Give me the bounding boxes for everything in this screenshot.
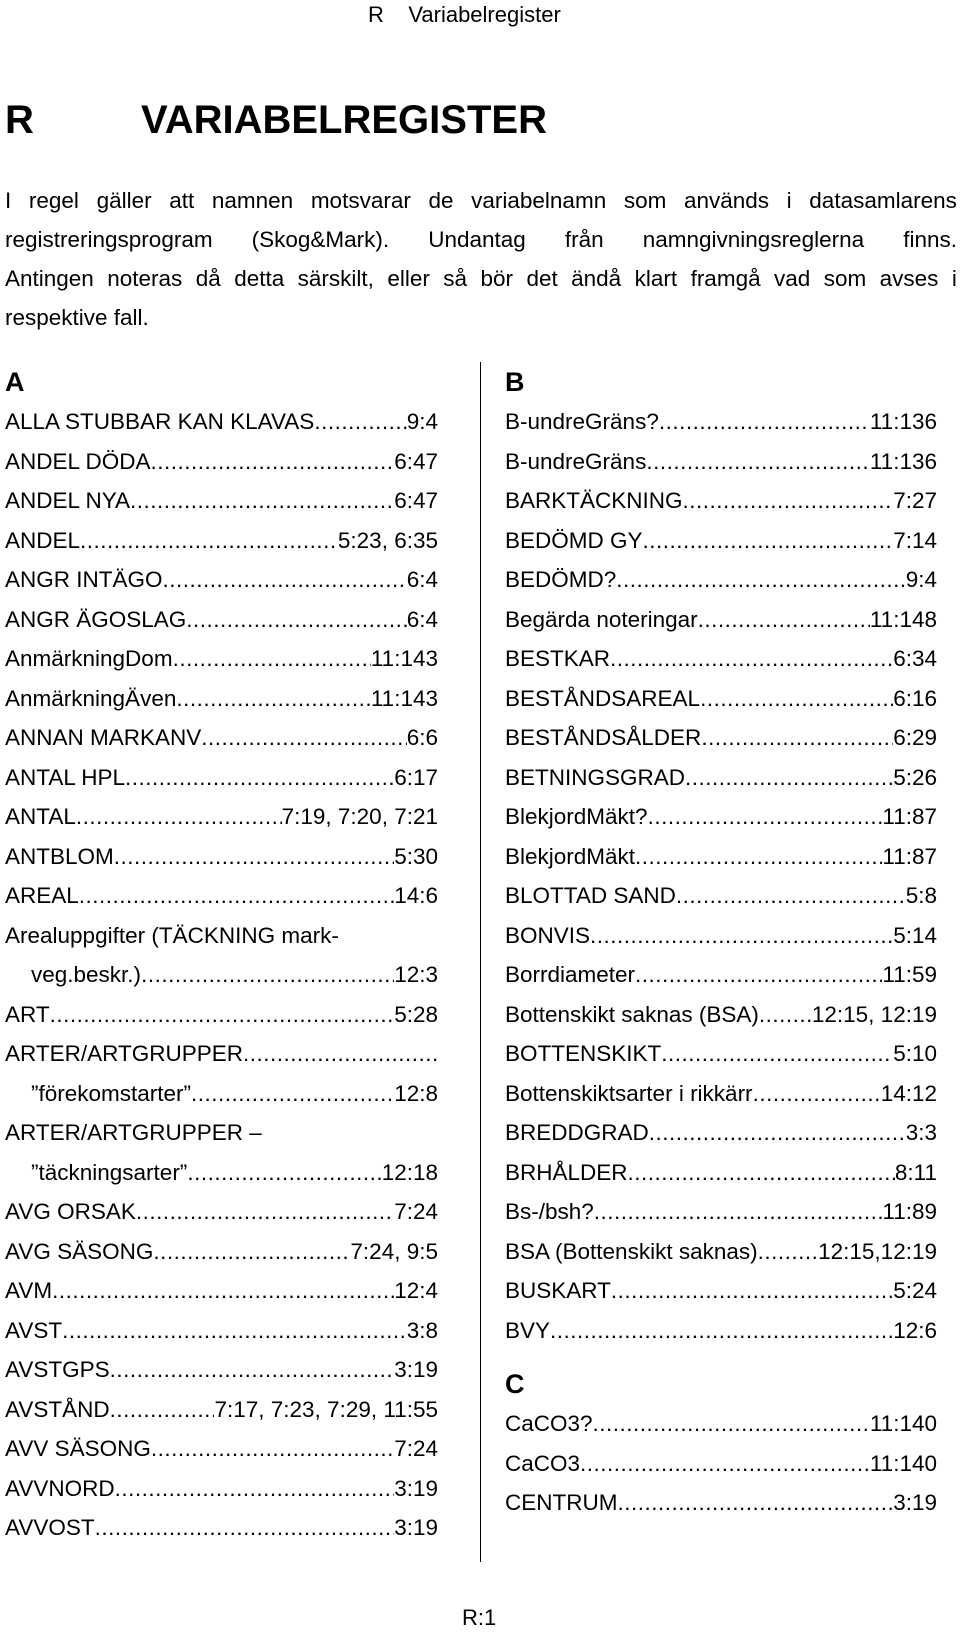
index-entry <box>5 1271 438 1311</box>
index-page-ref: 11:143 <box>370 646 438 671</box>
index-page-ref: 12:15, 12:19 <box>811 1001 937 1027</box>
index-entry <box>5 639 438 679</box>
index-term: ”täckningsarter” <box>31 1159 188 1185</box>
index-page-ref: 11:140 <box>869 1411 937 1436</box>
index-term: ANDEL <box>5 527 81 553</box>
index-term: ANTAL <box>5 804 76 829</box>
intro-word: eller <box>387 266 430 291</box>
dot-leader <box>201 718 406 758</box>
dot-leader <box>611 1271 893 1311</box>
index-term: BlekjordMäkt? <box>505 804 648 829</box>
index-term: ANDEL NYA <box>5 488 131 513</box>
dot-leader <box>661 1034 893 1074</box>
intro-word: särskilt, <box>297 266 374 291</box>
dot-leader <box>550 1311 893 1351</box>
index-term: B-undreGräns <box>505 448 647 474</box>
index-page-ref: 11:136 <box>869 409 937 434</box>
index-page-ref: 5:28 <box>394 1001 438 1027</box>
dot-leader <box>130 481 394 521</box>
index-entry <box>5 1074 438 1114</box>
dot-leader <box>753 1074 881 1114</box>
index-entry <box>505 1232 937 1272</box>
index-page-ref: 6:47 <box>394 448 438 474</box>
dot-leader <box>676 876 906 916</box>
intro-line-2 <box>5 220 957 259</box>
index-term: CaCO3 <box>505 1450 581 1476</box>
intro-line-3 <box>5 259 957 298</box>
index-term: AVSTGPS <box>5 1357 110 1382</box>
intro-word: vad <box>774 266 811 291</box>
index-page-ref: 14:12 <box>880 1080 937 1106</box>
dot-leader <box>141 955 394 995</box>
index-page-ref: 3:19 <box>394 1515 438 1540</box>
index-page-ref: 6:47 <box>394 488 438 513</box>
dot-leader <box>683 481 894 521</box>
index-page-ref: 7:17, 7:23, 7:29, 11:55 <box>214 1396 438 1422</box>
intro-word: Antingen <box>5 266 94 291</box>
index-entry <box>505 995 937 1035</box>
index-entry <box>505 442 937 482</box>
dot-leader <box>659 402 870 442</box>
index-page-ref: 9:4 <box>406 409 438 434</box>
dot-leader <box>243 1034 438 1074</box>
index-term: AVG ORSAK <box>5 1199 136 1224</box>
dot-leader <box>80 521 338 561</box>
index-page-ref: 11:89 <box>882 1199 937 1224</box>
index-term: BVY <box>505 1317 551 1343</box>
index-term: Bottenskikt saknas (BSA) <box>505 1001 759 1027</box>
dot-leader <box>616 560 905 600</box>
index-term: BREDDGRAD <box>505 1120 649 1145</box>
index-column-left <box>5 362 438 1548</box>
index-term: BEDÖMD GY <box>505 527 643 553</box>
index-entry <box>505 837 937 877</box>
dot-leader <box>62 1311 407 1351</box>
intro-word: då <box>195 266 221 291</box>
index-term: CENTRUM <box>505 1490 618 1515</box>
index-page-ref: 5:10 <box>893 1041 937 1066</box>
index-page-ref: 11:140 <box>869 1450 937 1476</box>
index-entry <box>505 1074 937 1114</box>
index-entry <box>505 758 937 798</box>
index-term: BlekjordMäkt <box>505 843 636 869</box>
index-term: ANTBLOM <box>5 843 114 869</box>
index-term: AREAL <box>5 883 79 908</box>
intro-word: så <box>443 266 468 291</box>
running-header: R Variabelregister <box>368 2 561 27</box>
index-page-ref: 3:8 <box>406 1317 438 1343</box>
index-entry <box>505 600 937 640</box>
intro-word: I <box>5 188 12 213</box>
dot-leader <box>110 1390 215 1430</box>
index-page-ref: 11:59 <box>882 962 937 987</box>
index-term: AnmärkningDom <box>5 646 173 671</box>
dot-leader <box>153 1232 350 1272</box>
index-term: ANNAN MARKANV <box>5 725 202 750</box>
index-page-ref: 6:34 <box>893 646 937 671</box>
intro-word: i <box>786 188 792 213</box>
intro-word: i <box>951 266 957 291</box>
index-term: BONVIS <box>505 922 591 948</box>
index-entry <box>5 1192 438 1232</box>
index-term: B-undreGräns? <box>505 409 659 434</box>
index-page-ref: 5:26 <box>893 764 937 790</box>
dot-leader <box>610 639 893 679</box>
index-page-ref: 11:136 <box>869 448 937 474</box>
dot-leader <box>643 521 894 561</box>
intro-word: som <box>623 188 667 213</box>
intro-word: variabelnamn <box>471 188 607 213</box>
dot-leader <box>115 1469 395 1509</box>
dot-leader <box>151 1429 394 1469</box>
index-entry <box>5 718 438 758</box>
intro-word: namngivningsreglerna <box>642 227 865 252</box>
index-term: ARTER/ARTGRUPPER – <box>5 1120 262 1145</box>
intro-word: regel <box>28 188 79 213</box>
dot-leader <box>698 600 870 640</box>
index-page-ref: 5:24 <box>893 1278 937 1303</box>
index-entry <box>505 916 937 956</box>
index-page-ref: 3:3 <box>905 1120 937 1145</box>
index-entry <box>5 1232 438 1272</box>
index-entry <box>505 481 937 521</box>
intro-word: motsvarar <box>310 188 411 213</box>
index-term: Begärda noteringar <box>505 606 698 632</box>
index-page-ref: 7:24 <box>394 1436 438 1461</box>
dot-leader <box>136 1192 394 1232</box>
index-entry <box>505 876 937 916</box>
index-term: AVM <box>5 1278 53 1303</box>
index-term: BUSKART <box>505 1278 611 1303</box>
index-term: Bottenskiktsarter i rikkärr <box>505 1080 753 1106</box>
dot-leader <box>628 1153 895 1193</box>
index-entry <box>505 402 937 442</box>
intro-word: ändå <box>571 266 622 291</box>
index-page-ref: 12:3 <box>394 962 438 987</box>
index-column-right <box>505 362 937 1523</box>
index-term: AVVOST <box>5 1515 95 1540</box>
index-entry <box>505 1311 937 1351</box>
intro-line-4: respektive fall. <box>5 305 149 330</box>
intro-word: klart <box>634 266 678 291</box>
index-entry <box>5 797 438 837</box>
intro-word: från <box>564 227 604 252</box>
index-entry <box>505 1271 937 1311</box>
index-page-ref: 6:16 <box>893 685 937 711</box>
index-term: Borrdiameter <box>505 962 636 987</box>
index-entry <box>505 1483 937 1523</box>
index-page-ref: 3:19 <box>893 1490 937 1515</box>
index-term: CaCO3? <box>505 1411 593 1436</box>
index-term: ALLA STUBBAR KAN KLAVAS <box>5 409 315 434</box>
column-divider <box>480 362 481 1562</box>
intro-word: datasamlarens <box>809 188 957 213</box>
dot-leader <box>163 560 407 600</box>
index-page-ref: 11:87 <box>882 804 937 829</box>
index-page-ref: 5:14 <box>893 922 937 948</box>
index-term: BESTÅNDSÅLDER <box>505 725 702 750</box>
dot-leader <box>52 1271 394 1311</box>
index-entry <box>5 560 438 600</box>
index-page-ref: 6:4 <box>406 606 438 632</box>
index-term: ANDEL DÖDA <box>5 448 151 474</box>
index-entry <box>505 1192 937 1232</box>
index-entry <box>5 837 438 877</box>
index-entry <box>5 1390 438 1430</box>
intro-word: att <box>169 188 195 213</box>
index-term: BLOTTAD SAND <box>505 883 676 908</box>
dot-leader <box>173 639 371 679</box>
index-entry <box>5 600 438 640</box>
index-entry <box>5 1508 438 1548</box>
dot-leader <box>580 1444 870 1484</box>
title-text: VARIABELREGISTER <box>141 98 547 142</box>
index-entry <box>5 1034 438 1074</box>
index-page-ref: 11:148 <box>869 606 937 632</box>
index-page-ref: 5:8 <box>905 883 937 908</box>
dot-leader <box>594 1192 883 1232</box>
index-page-ref: 6:4 <box>406 567 438 592</box>
index-entry <box>5 521 438 561</box>
index-page-ref: 7:19, 7:20, 7:21 <box>281 804 438 829</box>
index-term: AnmärkningÄven <box>5 685 177 711</box>
page-title <box>5 96 547 144</box>
dot-leader <box>187 1153 381 1193</box>
index-entry <box>5 916 438 956</box>
index-entry <box>5 1469 438 1509</box>
index-entry <box>505 797 937 837</box>
title-letter: R <box>5 98 34 142</box>
dot-leader <box>649 1113 906 1153</box>
index-term: ARTER/ARTGRUPPER <box>5 1041 243 1066</box>
index-entry <box>505 1034 937 1074</box>
index-term: Bs-/bsh? <box>505 1199 594 1224</box>
index-page-ref: 7:27 <box>893 488 937 513</box>
index-page-ref: 12:4 <box>394 1278 438 1303</box>
intro-line-1 <box>5 181 957 220</box>
index-page-ref: 11:143 <box>370 685 438 711</box>
index-page-ref: 11:87 <box>882 843 937 869</box>
index-term: Arealuppgifter (TÄCKNING mark- <box>5 922 339 948</box>
index-term: ANGR ÄGOSLAG <box>5 606 187 632</box>
index-term: BSA (Bottenskikt saknas) <box>505 1238 758 1264</box>
dot-leader <box>114 837 394 877</box>
index-term: ART <box>5 1001 50 1027</box>
index-term: BARKTÄCKNING <box>505 488 683 513</box>
index-term: BEDÖMD? <box>505 567 617 592</box>
dot-leader <box>79 876 394 916</box>
section-heading-b: B <box>505 367 525 397</box>
index-entry <box>505 1404 937 1444</box>
index-entry <box>505 1113 937 1153</box>
index-entry <box>505 955 937 995</box>
index-page-ref: 6:6 <box>406 725 438 750</box>
intro-word: används <box>683 188 770 213</box>
dot-leader <box>186 600 406 640</box>
index-term: BESTÅNDSAREAL <box>505 685 701 711</box>
index-page-ref: 6:29 <box>893 725 937 750</box>
intro-word: som <box>823 266 867 291</box>
index-page-ref: 9:4 <box>905 567 937 592</box>
index-entry <box>5 679 438 719</box>
dot-leader <box>176 679 371 719</box>
index-page-ref: 6:17 <box>394 764 438 790</box>
intro-word: (Skog&Mark). <box>251 227 390 252</box>
dot-leader <box>635 955 882 995</box>
dot-leader <box>635 837 882 877</box>
intro-paragraph <box>5 181 957 337</box>
dot-leader <box>646 442 870 482</box>
index-entry <box>505 639 937 679</box>
dot-leader <box>191 1074 394 1114</box>
index-term: veg.beskr.) <box>31 962 142 987</box>
index-entry <box>5 1113 438 1153</box>
dot-leader <box>759 995 812 1035</box>
index-entry <box>5 1429 438 1469</box>
dot-leader <box>125 758 394 798</box>
dot-leader <box>150 442 394 482</box>
index-term: AVV SÄSONG <box>5 1436 151 1461</box>
index-page-ref: 12:8 <box>394 1080 438 1106</box>
index-page-ref: 3:19 <box>394 1475 438 1501</box>
index-term: BOTTENSKIKT <box>505 1041 662 1066</box>
index-term: ANGR INTÄGO <box>5 567 163 592</box>
intro-word: Undantag <box>428 227 526 252</box>
index-entry <box>505 679 937 719</box>
intro-word: noteras <box>107 266 183 291</box>
dot-leader <box>648 797 883 837</box>
dot-leader <box>618 1483 894 1523</box>
intro-word: bör <box>480 266 514 291</box>
index-page-ref: 7:24, 9:5 <box>350 1238 438 1264</box>
index-page-ref: 7:14 <box>893 527 937 553</box>
index-entry <box>5 758 438 798</box>
index-term: AVST <box>5 1317 63 1343</box>
dot-leader <box>50 995 395 1035</box>
dot-leader <box>76 797 282 837</box>
index-entry <box>5 1153 438 1193</box>
index-entry <box>505 1153 937 1193</box>
dot-leader <box>110 1350 395 1390</box>
index-entry <box>5 995 438 1035</box>
intro-word: de <box>428 188 454 213</box>
index-entry <box>505 521 937 561</box>
intro-word: det <box>526 266 558 291</box>
dot-leader <box>590 916 893 956</box>
section-heading-c: C <box>505 1369 525 1399</box>
intro-word: detta <box>234 266 285 291</box>
index-entry <box>5 442 438 482</box>
intro-word: finns. <box>903 227 957 252</box>
intro-word: registreringsprogram <box>5 227 213 252</box>
dot-leader <box>314 402 406 442</box>
dot-leader <box>700 679 893 719</box>
index-term: ”förekomstarter” <box>31 1080 192 1106</box>
index-entry <box>5 1311 438 1351</box>
index-term: AVG SÄSONG <box>5 1238 154 1264</box>
index-page-ref: 12:6 <box>893 1317 937 1343</box>
index-page-ref: 14:6 <box>394 883 438 908</box>
dot-leader <box>95 1508 395 1548</box>
intro-word: gäller <box>96 188 152 213</box>
index-page-ref: 5:23, 6:35 <box>337 527 438 553</box>
index-page-ref: 12:15,12:19 <box>818 1238 937 1264</box>
index-entry <box>5 402 438 442</box>
index-term: AVVNORD <box>5 1475 115 1501</box>
index-term: BETNINGSGRAD <box>505 764 686 790</box>
index-page-ref: 5:30 <box>394 843 438 869</box>
dot-leader <box>758 1232 819 1272</box>
index-page-ref: 12:18 <box>381 1159 438 1185</box>
index-term: BESTKAR <box>505 646 611 671</box>
index-entry <box>5 1350 438 1390</box>
index-entry <box>5 481 438 521</box>
index-page-ref: 3:19 <box>394 1357 438 1382</box>
page-number: R:1 <box>462 1605 497 1630</box>
index-page-ref: 7:24 <box>394 1199 438 1224</box>
dot-leader <box>593 1404 870 1444</box>
intro-word: avses <box>879 266 939 291</box>
index-page-ref: 8:11 <box>894 1159 937 1185</box>
intro-word: framgå <box>690 266 761 291</box>
dot-leader <box>685 758 893 798</box>
index-entry <box>505 718 937 758</box>
intro-word: namnen <box>211 188 294 213</box>
index-entry <box>505 1444 937 1484</box>
section-heading-a: A <box>5 367 25 397</box>
index-entry <box>5 876 438 916</box>
index-term: AVSTÅND <box>5 1396 110 1422</box>
index-term: BRHÅLDER <box>505 1159 628 1185</box>
index-term: ANTAL HPL <box>5 764 126 790</box>
index-entry <box>5 955 438 995</box>
index-entry <box>505 560 937 600</box>
dot-leader <box>701 718 893 758</box>
